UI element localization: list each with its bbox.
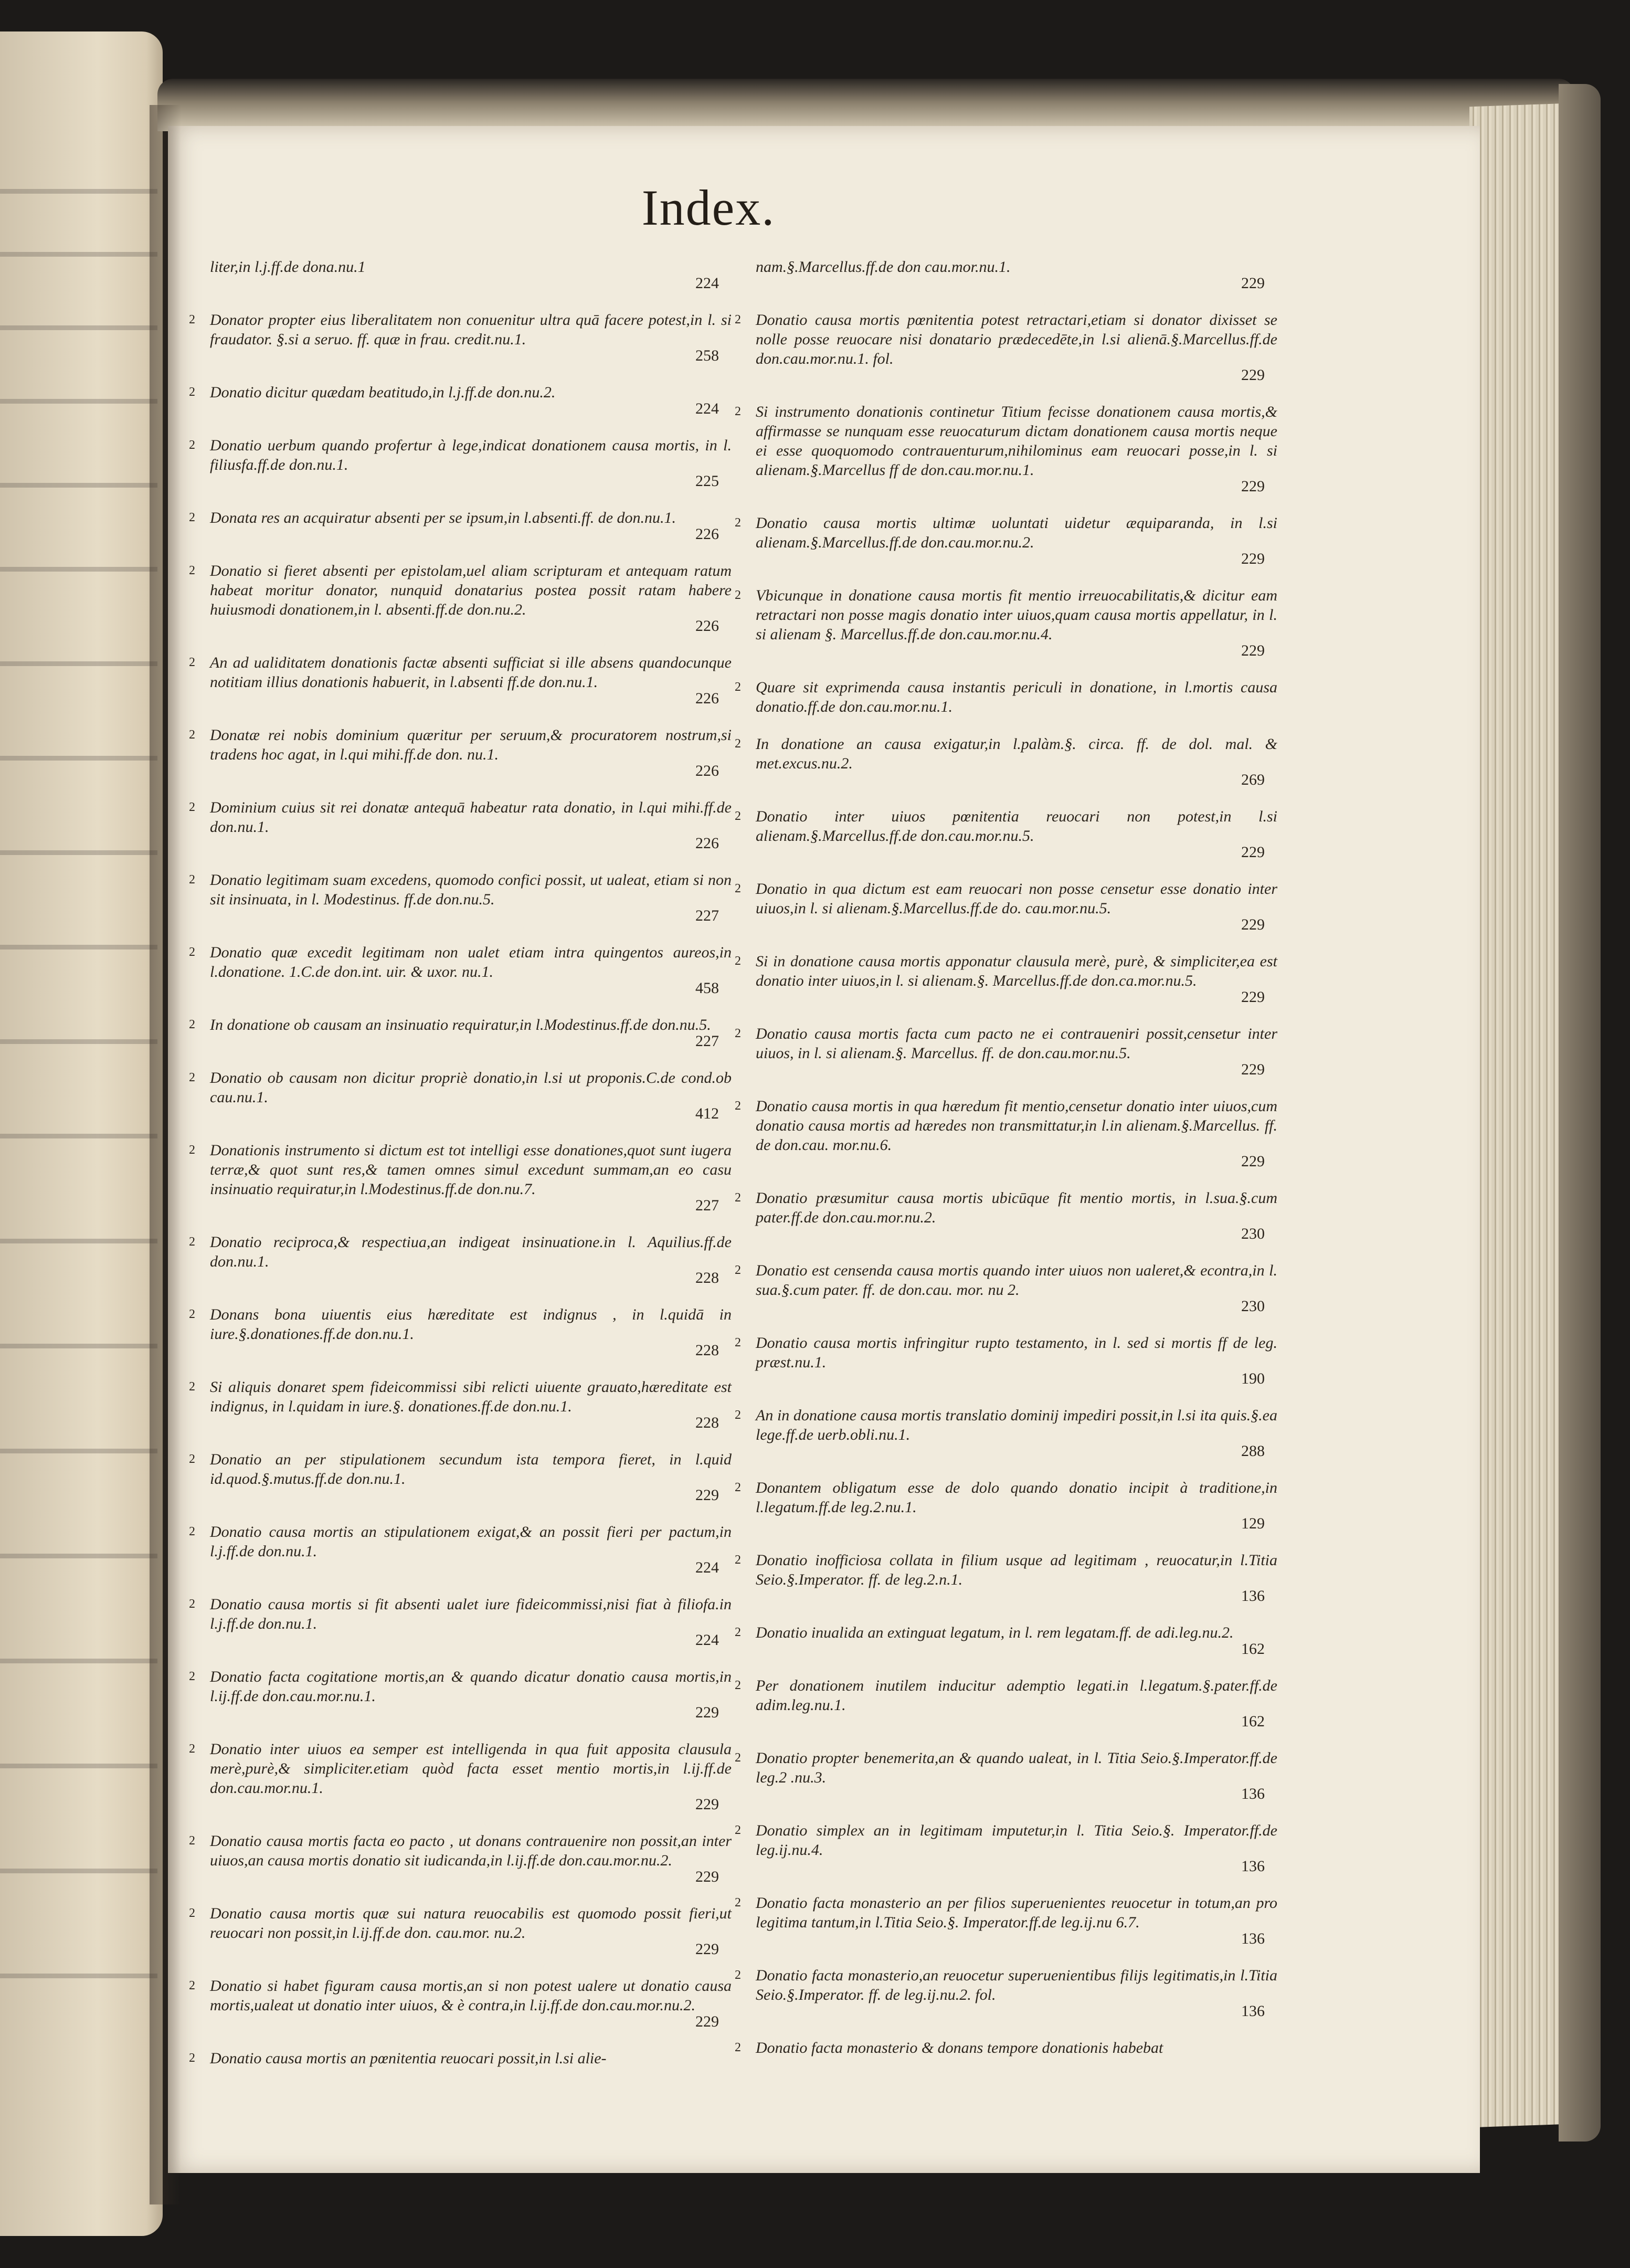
entry-page-ref: 229: [695, 1868, 719, 1885]
entry-text: Donans bona uiuentis eius hæreditate est indignus , in l.quidā in iure.§.donationes.ff.de don.nu.1.: [210, 1306, 732, 1343]
index-entry: [189, 943, 740, 996]
cover-edge: [1559, 84, 1601, 2142]
entry-marker: 2: [735, 588, 741, 602]
entry-page-ref: 226: [695, 690, 719, 707]
entry-marker: 2: [189, 1525, 195, 1538]
index-entry: [735, 1821, 1286, 1874]
bleed-line: [0, 567, 157, 572]
index-entry: [735, 734, 1286, 788]
entry-page-ref: 226: [695, 762, 719, 779]
entry-marker: 2: [735, 1099, 741, 1113]
entry-marker: 2: [735, 313, 741, 326]
index-entry: [735, 2038, 1286, 2058]
entry-marker: 2: [189, 564, 195, 577]
index-entry: [189, 725, 740, 779]
entry-text: Donatio facta monasterio an per filios superuenientes reuocetur in totum,an pro legitima tantum,in l.Titia Seio.§. Imperator.ff.de leg.ij.nu 6.7.: [756, 1894, 1277, 1931]
entry-page-ref: 228: [695, 1269, 719, 1286]
entry-marker: 2: [735, 1408, 741, 1422]
entry-page-ref: 288: [1241, 1442, 1265, 1460]
entry-text: In donatione ob causam an insinuatio requiratur,in l.Modestinus.ff.de don.nu.5.: [210, 1016, 711, 1033]
entry-text: In donatione an causa exigatur,in l.palàm.§. circa. ff. de dol. mal. & met.excus.nu.2.: [756, 735, 1277, 772]
entry-marker: 2: [189, 1071, 195, 1084]
entry-text: Donatio causa mortis in qua hæredum fit mentio,censetur donatio inter uiuos,cum donatio causa mortis ad hæredes non transmittatur,in l.in alienam.§.Marcellus. ff. de don.cau. mor.nu.6.: [756, 1098, 1277, 1154]
index-entry: [735, 879, 1286, 933]
entry-text: Donatio inter uiuos pœnitentia reuocari non potest,in l.si alienam.§.Marcellus.ff.de don.cau.mor.nu.5.: [756, 808, 1277, 845]
entry-marker: 2: [189, 1307, 195, 1321]
index-entry: [189, 257, 740, 291]
index-entry: [189, 310, 740, 364]
entry-text: Donatio si habet figuram causa mortis,an si non potest ualere ut donatio causa mortis,ualeat ut donatio inter uiuos, & è contra,in l.ij.ff.de don.cau.mor.nu.2.: [210, 1977, 732, 2014]
entry-text: Donatio inofficiosa collata in filium usque ad legitimam , reuocatur,in l.Titia Seio.§.Imperator. ff. de leg.2.n.1.: [756, 1552, 1277, 1588]
entry-marker: 2: [735, 882, 741, 895]
entry-page-ref: 227: [695, 1032, 719, 1050]
entry-marker: 2: [189, 1906, 195, 1920]
entry-page-ref: 269: [1241, 771, 1265, 788]
index-entry: [189, 870, 740, 924]
entry-text: Donatio facta cogitatione mortis,an & quando dicatur donatio causa mortis,in l.ij.ff.de don.cau.mor.nu.1.: [210, 1668, 732, 1705]
entry-text: Donatio in qua dictum est eam reuocari non posse censetur esse donatio inter uiuos,in l. si alienam.§.Marcellus.ff.de do. cau.mor.nu.5.: [756, 880, 1277, 917]
entry-text: Dominium cuius sit rei donatæ antequā habeatur rata donatio, in l.qui mihi.ff.de don.nu.1.: [210, 799, 732, 836]
entry-text: liter,in l.j.ff.de dona.nu.1: [210, 258, 366, 276]
entry-marker: 2: [735, 1191, 741, 1205]
entry-page-ref: 224: [695, 275, 719, 292]
entry-page-ref: 458: [695, 979, 719, 997]
entry-marker: 2: [189, 1597, 195, 1611]
entry-page-ref: 229: [695, 1796, 719, 1813]
index-entry: [189, 1976, 740, 2030]
index-entry: [735, 1966, 1286, 2019]
entry-text: Donatio inualida an extinguat legatum, in l. rem legatam.ff. de adi.leg.nu.2.: [756, 1624, 1234, 1641]
entry-marker: 2: [189, 511, 195, 524]
index-entry: [735, 257, 1286, 291]
bleed-line: [0, 1039, 157, 1044]
bleed-line: [0, 483, 157, 488]
facing-left-page: [0, 31, 163, 2236]
entry-text: Donatio causa mortis facta eo pacto , ut donans contrauenire non possit,an inter uiuos,an causa mortis donatio sit iudicanda,in l.ij.ff.de don.cau.mor.nu.2.: [210, 1832, 732, 1869]
entry-page-ref: 230: [1241, 1297, 1265, 1315]
bleed-line: [0, 399, 157, 404]
index-entry: [189, 653, 740, 706]
entry-page-ref: 412: [695, 1105, 719, 1122]
entry-text: Si instrumento donationis continetur Titium fecisse donationem causa mortis,& affirmasse se nunquam esse reuocaturum dictam donationem causa mortis neque ei esse quoquomodo contrauenturum,nihilominus eam reuocari posse,in l. si alienam.§.Marcellus ff de don.cau.mor.nu.1.: [756, 403, 1277, 479]
index-entry: [735, 678, 1286, 716]
entry-text: Donator propter eius liberalitatem non conuenitur ultra quā facere potest,in l. si fraudator. §.si a seruo. ff. quæ in frau. credit.nu.1.: [210, 311, 732, 348]
entry-page-ref: 229: [1241, 843, 1265, 861]
entry-marker: 2: [735, 809, 741, 823]
entry-marker: 2: [189, 1670, 195, 1683]
entry-page-ref: 228: [695, 1342, 719, 1359]
entry-marker: 2: [735, 1481, 741, 1494]
bleed-line: [0, 1659, 157, 1663]
entry-page-ref: 230: [1241, 1225, 1265, 1242]
entry-page-ref: 229: [1241, 275, 1265, 292]
entry-text: Vbicunque in donatione causa mortis fit mentio irreuocabilitatis,& dicitur eam retractari non posse magis donatio inter uiuos,quam causa mortis appellatur, in l. si alienam §. Marcellus.ff.de don.cau.mor.nu.4.: [756, 587, 1277, 643]
entry-page-ref: 162: [1241, 1640, 1265, 1658]
index-entry: [735, 1096, 1286, 1169]
entry-text: Donatio simplex an in legitimam imputetur,in l. Titia Seio.§. Imperator.ff.de leg.ij.nu.4.: [756, 1822, 1277, 1859]
entry-marker: 2: [189, 1979, 195, 1992]
entry-marker: 2: [735, 1679, 741, 1692]
entry-text: Donatio causa mortis facta cum pacto ne ei contraueniri possit,censetur inter uiuos, in l. si alienam.§. Marcellus. ff. de don.cau.mor.nu.5.: [756, 1025, 1277, 1062]
entry-marker: 2: [735, 516, 741, 530]
index-entry: [735, 1478, 1286, 1532]
entry-page-ref: 229: [1241, 550, 1265, 567]
entry-text: Donatio causa mortis si fit absenti ualet iure fideicommissi,nisi fiat à filiofa.in l.j.ff.de don.nu.1.: [210, 1596, 732, 1632]
entry-text: Donatio ob causam non dicitur propriè donatio,in l.si ut proponis.C.de cond.ob cau.nu.1.: [210, 1069, 732, 1106]
index-entry: [189, 1232, 740, 1286]
entry-text: Donata res an acquiratur absenti per se ipsum,in l.absenti.ff. de don.nu.1.: [210, 509, 676, 526]
bleed-line: [0, 1554, 157, 1558]
index-entry: [189, 1377, 740, 1431]
index-entry: [735, 1676, 1286, 1729]
book-binding-top: [157, 79, 1574, 131]
entry-text: Donatæ rei nobis dominium quæritur per seruum,& procuratorem nostrum,si tradens hoc agat, in l.qui mihi.ff.de don. nu.1.: [210, 726, 732, 763]
entry-marker: 2: [189, 1452, 195, 1466]
entry-page-ref: 136: [1241, 1858, 1265, 1875]
entry-page-ref: 227: [695, 907, 719, 924]
right-index-column: [735, 257, 1286, 2075]
entry-text: Donatio si fieret absenti per epistolam,uel aliam scripturam et antequam ratum habeat moritur donator, nunquid donatarius postea possit ratam habere huiusmodi donationem,in l. absenti.ff.de don.nu.2.: [210, 562, 732, 618]
entry-marker: 2: [189, 1143, 195, 1157]
entry-marker: 2: [189, 1380, 195, 1394]
entry-marker: 2: [735, 1896, 741, 1910]
entry-page-ref: 162: [1241, 1713, 1265, 1730]
bleed-line: [0, 1239, 157, 1243]
entry-text: Donatio reciproca,& respectiua,an indigeat insinuatione.in l. Aquilius.ff.de don.nu.1.: [210, 1233, 732, 1270]
entry-marker: 2: [189, 313, 195, 326]
entry-text: Donatio causa mortis an stipulationem exigat,& an possit fieri per pactum,in l.j.ff.de don.nu.1.: [210, 1523, 732, 1560]
bleed-line: [0, 1764, 157, 1768]
bleed-line: [0, 1974, 157, 1978]
entry-page-ref: 224: [695, 1631, 719, 1649]
entry-marker: 2: [735, 1553, 741, 1567]
entry-text: Donatio quæ excedit legitimam non ualet etiam intra quingentos aureos,in l.donatione. 1.C.de don.int. uir. & uxor. nu.1.: [210, 944, 732, 980]
bleed-line: [0, 850, 157, 855]
entry-marker: 2: [189, 1235, 195, 1249]
index-entry: [189, 798, 740, 851]
entry-text: Donatio causa mortis quæ sui natura reuocabilis est quomodo possit fieri,ut reuocari non possit,in l.ij.ff.de don. cau.mor. nu.2.: [210, 1905, 732, 1942]
index-entry: [735, 807, 1286, 860]
entry-marker: 2: [189, 945, 195, 959]
entry-text: Donatio an per stipulationem secundum ista tempora fieret, in l.quid id.quod.§.mutus.ff.de don.nu.1.: [210, 1451, 732, 1488]
index-entry: [189, 1667, 740, 1721]
entry-text: Donationis instrumento si dictum est tot intelligi esse donationes,quot sunt iugera terræ,& quot sunt res,& tamen omnes simul excedunt summam,an eo casu insinuatio requiratur,in l.Modestinus.ff.de don.nu.7.: [210, 1142, 732, 1198]
entry-marker: 2: [735, 737, 741, 751]
entry-page-ref: 136: [1241, 1930, 1265, 1947]
entry-page-ref: 229: [695, 1704, 719, 1721]
entry-text: Donatio facta monasterio,an reuocetur superuenientibus filijs legitimatis,in l.Titia Seio.§.Imperator. ff. de leg.ij.nu.2. fol.: [756, 1967, 1277, 2003]
entry-text: Si aliquis donaret spem fideicommissi sibi relicti uiuente grauato,hæreditate est indignus, in l.quidam in iure.§. donationes.ff.de don.nu.1.: [210, 1378, 732, 1415]
entry-marker: 2: [189, 2051, 195, 2065]
entry-marker: 2: [735, 2041, 741, 2054]
entry-page-ref: 136: [1241, 2002, 1265, 2020]
entry-page-ref: 224: [695, 1559, 719, 1576]
entry-page-ref: 129: [1241, 1515, 1265, 1532]
index-entry: [735, 310, 1286, 383]
entry-page-ref: 258: [695, 347, 719, 364]
entry-marker: 2: [735, 1823, 741, 1837]
page-title: Index.: [641, 180, 776, 236]
entry-text: Si in donatione causa mortis apponatur clausula merè, purè, & simpliciter,ea est donatio inter uiuos,in l. si alienam.§. Marcellus.ff.de don.ca.mor.nu.5.: [756, 953, 1277, 989]
entry-marker: 2: [735, 1626, 741, 1639]
index-entry: [735, 513, 1286, 567]
entry-page-ref: 190: [1241, 1370, 1265, 1387]
bleed-line: [0, 252, 157, 257]
entry-text: Donatio propter benemerita,an & quando ualeat, in l. Titia Seio.§.Imperator.ff.de leg.2 .nu.3.: [756, 1749, 1277, 1786]
entry-marker: 2: [735, 1336, 741, 1349]
entry-text: Donantem obligatum esse de dolo quando donatio incipit à traditione,in l.legatum.ff.de leg.2.nu.1.: [756, 1479, 1277, 1516]
left-index-column: [189, 257, 740, 2086]
entry-page-ref: 229: [1241, 366, 1265, 384]
index-entry: [189, 1015, 740, 1049]
entry-text: nam.§.Marcellus.ff.de don cau.mor.nu.1.: [756, 258, 1011, 276]
entry-marker: 2: [189, 385, 195, 399]
entry-text: Donatio causa mortis infringitur rupto testamento, in l. sed si mortis ff de leg. præst.nu.1.: [756, 1334, 1277, 1371]
bleed-line: [0, 189, 157, 194]
bleed-line: [0, 1134, 157, 1138]
index-entry: [735, 402, 1286, 494]
entry-page-ref: 224: [695, 400, 719, 417]
index-entry: [735, 1893, 1286, 1947]
entry-text: Quare sit exprimenda causa instantis periculi in donatione, in l.mortis causa donatio.ff.de don.cau.mor.nu.1.: [756, 679, 1277, 715]
index-entry: [735, 1024, 1286, 1078]
entry-text: Donatio est censenda causa mortis quando inter uiuos non ualeret,& econtra,in l. sua.§.cum pater. ff. de don.cau. mor. nu 2.: [756, 1262, 1277, 1299]
entry-text: An in donatione causa mortis translatio dominij impediri possit,in l.si ita quis.§.ea lege.ff.de uerb.obli.nu.1.: [756, 1407, 1277, 1443]
index-entry: [735, 1188, 1286, 1242]
entry-page-ref: 136: [1241, 1587, 1265, 1605]
index-entry: [189, 383, 740, 417]
index-entry: [735, 1748, 1286, 1802]
bleed-line: [0, 945, 157, 950]
entry-marker: 2: [735, 1263, 741, 1277]
entry-text: Donatio causa mortis ultimæ uoluntati uidetur æquiparanda, in l.si alienam.§.Marcellus.ff.de don.cau.mor.nu.2.: [756, 514, 1277, 551]
index-entry: [189, 1595, 740, 1648]
entry-text: Donatio inter uiuos ea semper est intelligenda in qua fuit apposita clausula merè,purè,& simpliciter.etiam quòd facta esset mentio mortis,in l.ij.ff.de don.cau.mor.nu.1.: [210, 1740, 732, 1797]
entry-marker: 2: [735, 680, 741, 694]
index-entry: [189, 436, 740, 489]
entry-text: An ad ualiditatem donationis factæ absenti sufficiat si ille absens quandocunque notitiam illius donationis habuerit, in l.absenti ff.de don.nu.1.: [210, 654, 732, 691]
entry-marker: 2: [189, 656, 195, 669]
index-entry: [189, 1141, 740, 1214]
entry-marker: 2: [735, 1027, 741, 1040]
entry-marker: 2: [735, 1968, 741, 1982]
bleed-line: [0, 1869, 157, 1873]
entry-marker: 2: [735, 405, 741, 418]
bleed-line: [0, 325, 157, 330]
entry-marker: 2: [189, 800, 195, 814]
index-entry: [735, 1623, 1286, 1657]
index-entry: [735, 1406, 1286, 1459]
index-entry: [189, 1068, 740, 1122]
entry-page-ref: 227: [695, 1197, 719, 1214]
entry-text: Donatio legitimam suam excedens, quomodo confici possit, ut ualeat, etiam si non sit insinuata, in l. Modestinus. ff.de don.nu.5.: [210, 871, 732, 908]
index-entry: [735, 586, 1286, 659]
entry-page-ref: 229: [1241, 916, 1265, 933]
entry-page-ref: 229: [1241, 1061, 1265, 1078]
entry-text: Donatio dicitur quædam beatitudo,in l.j.ff.de don.nu.2.: [210, 384, 556, 401]
bleed-line: [0, 1449, 157, 1453]
entry-text: Donatio præsumitur causa mortis ubicūque fit mentio mortis, in l.sua.§.cum pater.ff.de don.cau.mor.nu.2.: [756, 1189, 1277, 1226]
entry-page-ref: 229: [1241, 1153, 1265, 1170]
index-entry: [189, 508, 740, 542]
entry-marker: 2: [189, 438, 195, 452]
index-entry: [189, 1522, 740, 1576]
entry-page-ref: 229: [1241, 988, 1265, 1006]
entry-marker: 2: [735, 1751, 741, 1765]
bleed-line: [0, 661, 157, 666]
entry-marker: 2: [189, 1742, 195, 1756]
entry-page-ref: 229: [1241, 642, 1265, 659]
entry-page-ref: 226: [695, 835, 719, 852]
entry-text: Donatio causa mortis pœnitentia potest retractari,etiam si donator dixisset se nolle posse reuocare nisi donatario prædecedēte,in l.si alienā.§.Marcellus.ff.de don.cau.mor.nu.1. fol.: [756, 311, 1277, 367]
entry-page-ref: 229: [695, 2013, 719, 2030]
entry-page-ref: 229: [695, 1486, 719, 1504]
entry-page-ref: 226: [695, 525, 719, 543]
index-entry: [189, 1831, 740, 1885]
entry-text: Donatio causa mortis an pœnitentia reuocari possit,in l.si alie-: [210, 2050, 607, 2067]
gutter-shadow: [150, 105, 181, 2204]
index-entry: [735, 1333, 1286, 1387]
entry-marker: 2: [189, 1834, 195, 1848]
index-entry: [735, 1550, 1286, 1604]
index-entry: [735, 1261, 1286, 1314]
index-entry: [189, 561, 740, 634]
entry-text: Donatio facta monasterio & donans tempore donationis habebat: [756, 2039, 1163, 2056]
entry-marker: 2: [735, 954, 741, 968]
entry-text: Per donationem inutilem inducitur ademptio legati.in l.legatum.§.pater.ff.de adim.leg.nu.1.: [756, 1677, 1277, 1714]
index-entry: [189, 2049, 740, 2068]
entry-page-ref: 229: [695, 1940, 719, 1958]
bleed-line: [0, 756, 157, 761]
index-entry: [189, 1305, 740, 1358]
entry-page-ref: 226: [695, 617, 719, 635]
bleed-line: [0, 1344, 157, 1348]
entry-page-ref: 136: [1241, 1785, 1265, 1802]
entry-marker: 2: [189, 728, 195, 742]
entry-page-ref: 229: [1241, 478, 1265, 495]
entry-marker: 2: [189, 873, 195, 887]
entry-marker: 2: [189, 1018, 195, 1031]
index-entry: [735, 952, 1286, 1005]
entry-page-ref: 228: [695, 1414, 719, 1431]
index-entry: [189, 1450, 740, 1503]
page-fore-edge: [1469, 103, 1569, 2128]
index-entry: [189, 1904, 740, 1957]
index-entry: [189, 1739, 740, 1812]
entry-page-ref: 225: [695, 472, 719, 490]
entry-text: Donatio uerbum quando profertur à lege,indicat donationem causa mortis, in l. filiusfa.ff.de don.nu.1.: [210, 437, 732, 473]
